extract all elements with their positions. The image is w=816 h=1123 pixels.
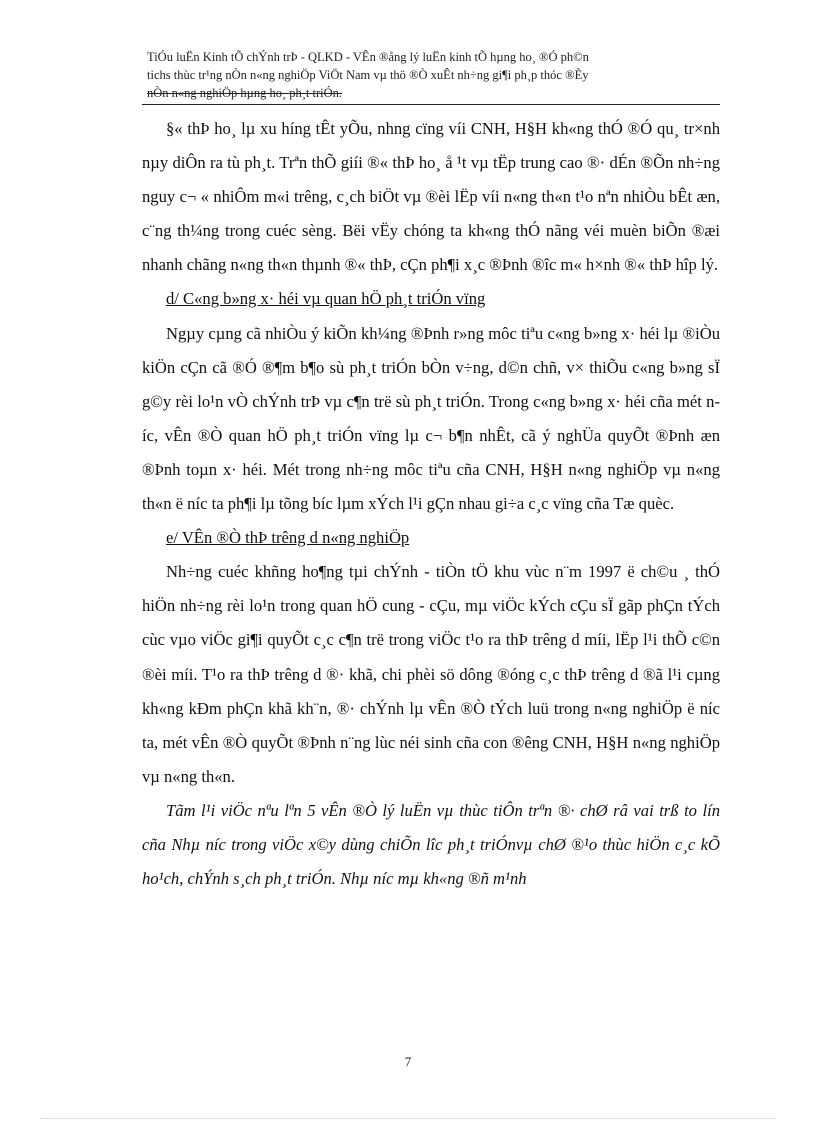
header-line-2: tichs thùc tr¹ng nÒn n«ng nghiÖp ViÖt Nam vµ thö ®Ò xuÊt nh÷ng gi¶i ph¸p thóc ®Èy (147, 68, 589, 82)
page-bottom-divider (40, 1118, 776, 1119)
section-heading-e: e/ VÊn ®Ò thÞ trêng d n«ng nghiÖp (166, 528, 410, 548)
header-divider (142, 104, 720, 105)
paragraph-summary: Tãm l¹i viÖc nªu lªn 5 vÊn ®Ò lý luËn vµ thùc tiÔn trªn ®· chØ râ vai trß to lín cña Nhµ níc trong viÖc x©y dùng chiÕn lîc ph¸t triÓnvµ chØ ®¹o thùc hiÖn c¸c kÕ ho¹ch, chÝnh s¸ch ph¸t triÓn. Nhµ níc mµ kh«ng ®ñ m¹nh (142, 800, 720, 889)
paragraph-social-equity: Ngµy cµng cã nhiÒu ý kiÕn kh¼ng ®Þnh r»ng môc tiªu c«ng b»ng x· héi lµ ®iÒu kiÖn cÇn cã ®Ó ®¶m b¶o sù ph¸t triÓn bÒn v÷ng, d©n chñ, v× thiÕu c«ng b»ng sÏ g©y rèi lo¹n vÒ chÝnh trÞ vµ c¶n trë sù ph¸t triÓn. Trong c«ng b»ng x· héi cña mét níc, vÊn ®Ò quan hÖ ph¸t triÓn vïng lµ c¬ b¶n nhÊt, cã ý nghÜa quyÕt ®Þnh æn ®Þnh toµn x· héi. Mét trong nh÷ng môc tiªu cña CNH, H§H n«ng nghiÖp vµ n«ng th«n ë níc ta ph¶i lµ tõng bíc lµm xÝch l¹i gÇn nhau gi÷a c¸c vïng cña Tæ quèc. (142, 323, 720, 514)
header-line-1: TiÓu luËn Kinh tÕ chÝnh trÞ - QLKD - VÊn ®ång lý luËn kinh tÕ hµng ho¸ ®Ó ph©n (147, 50, 589, 64)
running-header (147, 48, 715, 102)
section-heading-d: d/ C«ng b»ng x· héi vµ quan hÖ ph¸t triÓn vïng (166, 289, 486, 309)
paragraph-urbanization: §« thÞ ho¸ lµ xu híng tÊt yÕu, nhng cïng víi CNH, H§H kh«ng thÓ ®Ó qu¸ tr×nh nµy diÔn ra tù ph¸t. Trªn thÕ giíi ®« thÞ ho¸ å ¹t vµ tËp trung cao ®· dÉn ®Õn nh÷ng nguy c¬ « nhiÔm m«i trêng, c¸ch biÖt vµ ®èi lËp víi n«ng th«n t¹o nªn nhiÒu bÊt æn, c¨ng th¼ng trong cuéc sèng. Bëi vËy chóng ta kh«ng thÓ nãng véi muèn biÕn ®æi nhanh chãng n«ng th«n thµnh ®« thÞ, cÇn ph¶i x¸c ®Þnh ®îc m« h×nh ®« thÞ hîp lý. (142, 119, 720, 275)
header-line-3: nÒn n«ng nghiÖp hµng ho¸ ph¸t triÓn. (147, 86, 343, 100)
body-text (142, 112, 720, 896)
paragraph-surplus-market: Nh÷ng cuéc khñng ho¶ng tµi chÝnh - tiÒn tÖ khu vùc n¨m 1997 ë ch©u ¸ thÓ hiÖn nh÷ng rèi lo¹n trong quan hÖ cung - cÇu, mµ viÖc kÝch cÇu sÏ gãp phÇn tÝch cùc vµo viÖc gi¶i quyÕt c¸c c¶n trë trong viÖc t¹o ra thÞ trêng d míi, lËp l¹i thÕ c©n ®èi míi. T¹o ra thÞ trêng d ®· khã, chi phèi sö dông ®óng c¸c thÞ trêng d ®ã l¹i cµng kh«ng kÐm phÇn khã kh¨n, ®· chÝnh lµ vÊn ®Ò tÝch luü trong n«ng nghiÖp ë níc ta, mét vÊn ®Ò quyÕt ®Þnh n¨ng lùc néi sinh cña con ®êng CNH, H§H n«ng nghiÖp vµ n«ng th«n. (142, 562, 720, 786)
page-number: 7 (404, 1054, 412, 1069)
